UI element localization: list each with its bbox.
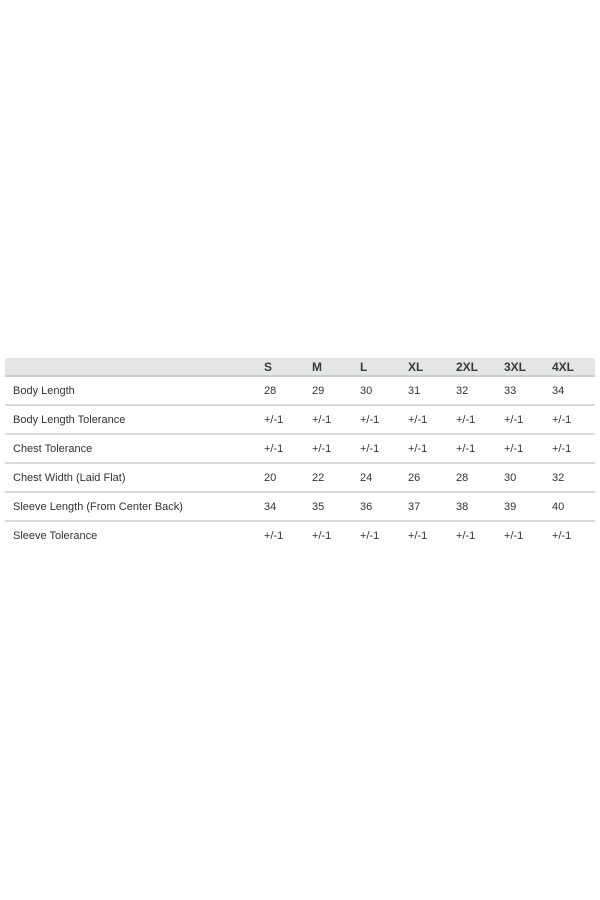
table-cell: 28	[264, 384, 277, 397]
table-cell: +/-1	[402, 405, 450, 434]
table-cell: 32	[546, 463, 595, 492]
table-cell: 20	[258, 463, 306, 492]
table-cell: 39	[498, 492, 546, 521]
row-label: Chest Tolerance	[5, 434, 258, 463]
table-cell: 38	[450, 492, 498, 521]
table-cell: +/-1	[354, 405, 402, 434]
table-cell: 24	[354, 463, 402, 492]
table-cell: +/-1	[450, 405, 498, 434]
size-chart	[5, 358, 595, 550]
table-cell: 29	[312, 384, 325, 397]
table-cell: +/-1	[546, 521, 595, 550]
size-header-row	[5, 358, 595, 376]
table-cell: +/-1	[258, 434, 306, 463]
table-row-chest-tolerance	[5, 434, 595, 463]
table-cell: 30	[498, 463, 546, 492]
size-header-s: S	[258, 358, 306, 376]
size-header-2xl: 2XL	[450, 358, 498, 376]
table-cell: +/-1	[258, 405, 306, 434]
table-cell: +/-1	[306, 405, 354, 434]
table-cell: +/-1	[450, 521, 498, 550]
size-header-4xl: 4XL	[546, 358, 595, 376]
row-label: Body Length	[13, 384, 75, 397]
table-cell: 37	[402, 492, 450, 521]
table-cell: +/-1	[306, 521, 354, 550]
table-cell: 34	[258, 492, 306, 521]
table-cell: +/-1	[498, 521, 546, 550]
table-row-sleeve-length	[5, 492, 595, 521]
table-cell: 34	[552, 384, 565, 397]
table-cell: +/-1	[450, 434, 498, 463]
table-cell: 33	[504, 384, 517, 397]
table-cell: +/-1	[354, 434, 402, 463]
table-cell: +/-1	[498, 405, 546, 434]
table-cell: 26	[402, 463, 450, 492]
size-header-3xl: 3XL	[498, 358, 546, 376]
table-cell: +/-1	[546, 434, 595, 463]
table-cell: 30	[360, 384, 373, 397]
row-label: Chest Width (Laid Flat)	[5, 463, 258, 492]
size-header-xl: XL	[402, 358, 450, 376]
table-row-body-length-tolerance	[5, 405, 595, 434]
table-row-body-length	[5, 376, 595, 405]
table-cell: +/-1	[354, 521, 402, 550]
table-cell: 22	[306, 463, 354, 492]
table-cell: +/-1	[402, 521, 450, 550]
table-cell: +/-1	[546, 405, 595, 434]
table-cell: +/-1	[498, 434, 546, 463]
table-cell: 31	[408, 384, 421, 397]
row-label: Body Length Tolerance	[5, 405, 258, 434]
table-cell: 36	[354, 492, 402, 521]
size-header-m: M	[306, 358, 354, 376]
table-cell: 35	[306, 492, 354, 521]
table-cell: +/-1	[258, 521, 306, 550]
table-cell: 40	[546, 492, 595, 521]
size-chart-table	[5, 358, 595, 550]
size-header-l: L	[354, 358, 402, 376]
table-cell: 32	[456, 384, 469, 397]
row-label: Sleeve Tolerance	[5, 521, 258, 550]
table-cell: 28	[450, 463, 498, 492]
header-label-cell	[5, 358, 258, 376]
table-cell: +/-1	[306, 434, 354, 463]
row-label: Sleeve Length (From Center Back)	[5, 492, 258, 521]
table-cell: +/-1	[402, 434, 450, 463]
table-row-chest-width	[5, 463, 595, 492]
table-row-sleeve-tolerance	[5, 521, 595, 550]
